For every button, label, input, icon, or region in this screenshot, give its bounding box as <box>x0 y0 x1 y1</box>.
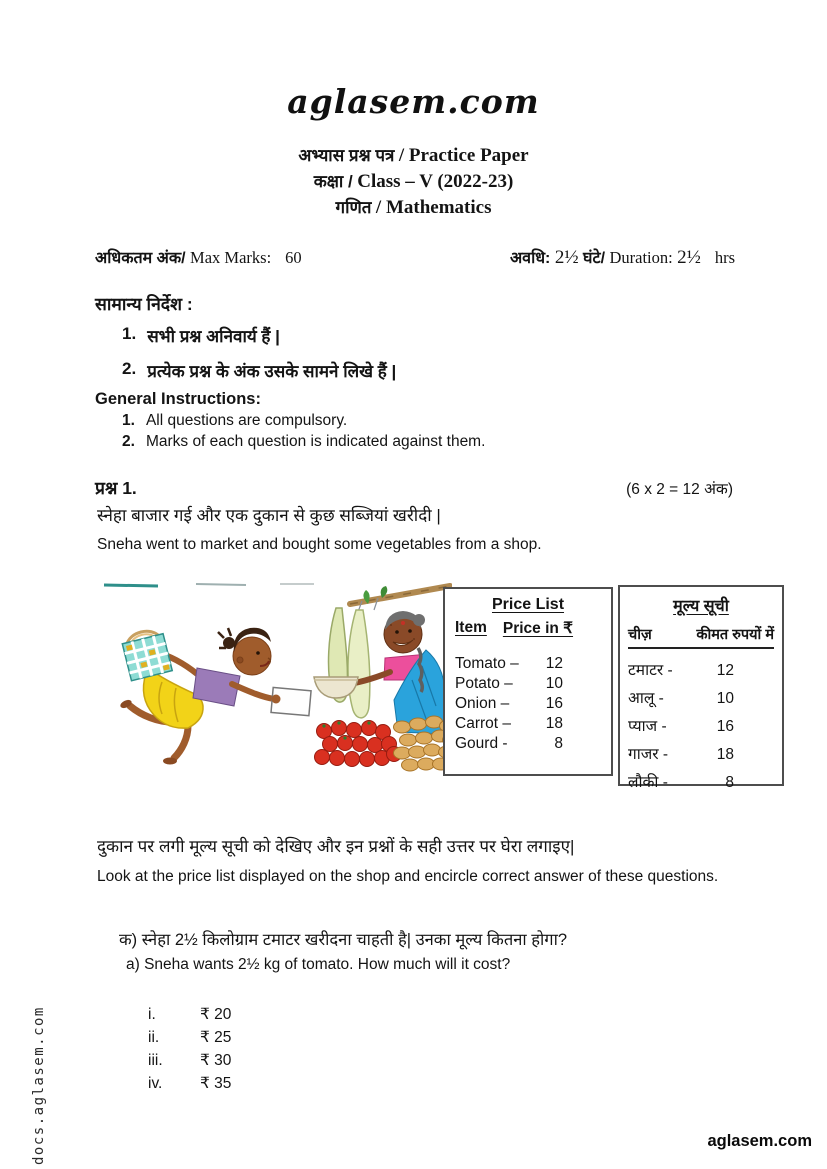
title-line-class <box>0 169 827 195</box>
option-roman: iii. <box>148 1052 163 1069</box>
price-list-title-hindi: मूल्य सूची <box>673 598 729 615</box>
sub-question-english: a) Sneha wants 2½ kg of tomato. How much will it cost? <box>126 956 511 973</box>
price-row-carrot-hi <box>620 741 782 769</box>
option-roman: i. <box>148 1006 156 1023</box>
item-name: Potato – <box>455 675 513 692</box>
question1-intro-hindi: स्नेहा बाजार गई और एक दुकान से कुछ सब्जियां खरीदी | <box>97 506 441 525</box>
item-name: Gourd - <box>455 735 508 752</box>
prompt-english: Look at the price list displayed on the shop and encircle correct answer of these questions. <box>97 868 719 885</box>
item-price: 12 <box>545 655 563 672</box>
item-name: Onion – <box>455 695 510 712</box>
duration-value-english: 2½ <box>677 247 701 268</box>
title-english-subject: / Mathematics <box>375 197 492 218</box>
price-row-gourd-hi <box>620 769 782 797</box>
title-hindi-class: कक्षा / <box>313 172 353 191</box>
max-marks-label-hindi: अधिकतम अंक/ <box>95 250 186 267</box>
instruction-item-english-1 <box>122 412 347 430</box>
instructions-heading-english: General Instructions: <box>95 390 261 408</box>
duration <box>510 246 735 269</box>
instruction-text: Marks of each question is indicated against them. <box>145 433 486 450</box>
item-price: 18 <box>545 715 563 732</box>
price-row-potato-hi <box>620 685 782 713</box>
option-ii <box>148 1026 231 1049</box>
item-name: Carrot – <box>455 715 511 732</box>
item-name: गाजर - <box>628 746 669 763</box>
duration-unit-english: hrs <box>714 248 735 267</box>
option-value: ₹ 35 <box>200 1075 232 1092</box>
item-name: प्याज - <box>628 718 667 735</box>
option-iii <box>148 1049 231 1072</box>
price-list-box-english <box>443 587 613 776</box>
option-roman: iv. <box>148 1075 163 1092</box>
item-price: 8 <box>725 774 734 791</box>
instruction-item-hindi-2 <box>122 359 396 382</box>
price-row-onion <box>445 694 611 714</box>
price-list-col-price: कीमत रुपयों में <box>696 627 774 643</box>
prompt-hindi: दुकान पर लगी मूल्य सूची को देखिए और इन प्रश्नों के सही उत्तर पर घेरा लगाइए| <box>97 837 575 856</box>
price-row-carrot <box>445 714 611 734</box>
price-list-header-hindi <box>628 624 774 649</box>
instruction-text: प्रत्येक प्रश्न के अंक उसके सामने लिखे हैं | <box>147 362 397 381</box>
price-row-potato <box>445 674 611 694</box>
duration-value-hindi: 2½ <box>554 247 579 268</box>
duration-unit-hindi: घंटे/ <box>583 250 606 267</box>
question1-heading-row <box>95 476 733 500</box>
instruction-number: 1. <box>122 324 137 343</box>
title-english-class: Class – V (2022-23) <box>357 171 514 192</box>
instruction-number: 1. <box>122 412 135 429</box>
duration-label-hindi: अवधि: <box>509 250 551 267</box>
price-list-rows-hindi <box>620 657 782 797</box>
option-iv <box>148 1072 231 1095</box>
question1-intro-english: Sneha went to market and bought some vegetables from a shop. <box>97 536 542 553</box>
question1-marks: (6 x 2 = 12 अंक) <box>626 481 733 498</box>
price-list-col-item: चीज़ <box>628 627 652 643</box>
instruction-text: सभी प्रश्न अनिवार्य हैं | <box>147 327 280 346</box>
girl-figure <box>119 627 311 765</box>
item-price: 10 <box>716 690 734 707</box>
price-list-box-hindi <box>618 585 784 791</box>
price-row-tomato-hi <box>620 657 782 685</box>
side-watermark: docs.aglasem.com <box>31 1006 47 1165</box>
market-scene-illustration <box>100 582 452 790</box>
title-block <box>0 143 827 221</box>
instruction-item-hindi-1 <box>122 324 280 347</box>
price-row-onion-hi <box>620 713 782 741</box>
item-name: Tomato – <box>455 655 519 672</box>
max-marks <box>95 246 302 268</box>
question1-label: प्रश्न 1. <box>95 478 137 498</box>
option-value: ₹ 25 <box>200 1029 232 1046</box>
option-value: ₹ 30 <box>200 1052 232 1069</box>
tomato-pile <box>315 721 402 767</box>
title-line-practice-paper <box>0 143 827 169</box>
aglasem-logo: aglasem.com <box>287 82 540 121</box>
price-list-title-english: Price List <box>491 596 565 613</box>
instruction-number: 2. <box>122 433 135 450</box>
price-row-tomato <box>445 654 611 674</box>
price-row-gourd <box>445 734 611 754</box>
price-list-col-item: Item <box>455 619 487 636</box>
option-i <box>148 1003 231 1026</box>
instruction-item-english-2 <box>122 433 485 451</box>
item-price: 16 <box>545 695 563 712</box>
title-english-practice-paper: / Practice Paper <box>398 145 529 166</box>
sub-question-hindi: क) स्नेहा 2½ किलोग्राम टमाटर खरीदना चाहती है| उनका मूल्य कितना होगा? <box>119 931 568 949</box>
meta-row <box>95 246 735 269</box>
title-hindi-subject: गणित <box>335 198 372 217</box>
item-name: लौकी - <box>628 774 668 791</box>
instruction-text: All questions are compulsory. <box>145 412 348 429</box>
max-marks-label-english: Max Marks: <box>190 248 272 267</box>
instructions-heading-hindi: सामान्य निर्देश : <box>95 294 193 314</box>
duration-label-english: Duration: <box>609 248 673 267</box>
checkered-bag <box>121 627 173 681</box>
item-price: 12 <box>716 662 734 679</box>
item-name: आलू - <box>628 690 664 707</box>
bottom-watermark: aglasem.com <box>707 1132 812 1150</box>
price-list-col-price: Price in ₹ <box>502 620 574 637</box>
options-list <box>148 1003 231 1095</box>
vendor-figure <box>314 586 450 734</box>
item-price: 8 <box>554 735 563 752</box>
title-hindi-practice-paper: अभ्यास प्रश्न पत्र <box>298 146 395 165</box>
item-price: 10 <box>545 675 563 692</box>
title-line-subject <box>0 195 827 221</box>
option-roman: ii. <box>148 1029 160 1046</box>
item-name: टमाटर - <box>628 662 673 679</box>
option-value: ₹ 20 <box>200 1006 232 1023</box>
instruction-number: 2. <box>122 359 137 378</box>
price-list-header-english <box>455 619 603 638</box>
max-marks-value: 60 <box>285 248 302 267</box>
item-price: 18 <box>716 746 734 763</box>
item-price: 16 <box>716 718 734 735</box>
price-list-rows-english <box>445 654 611 754</box>
